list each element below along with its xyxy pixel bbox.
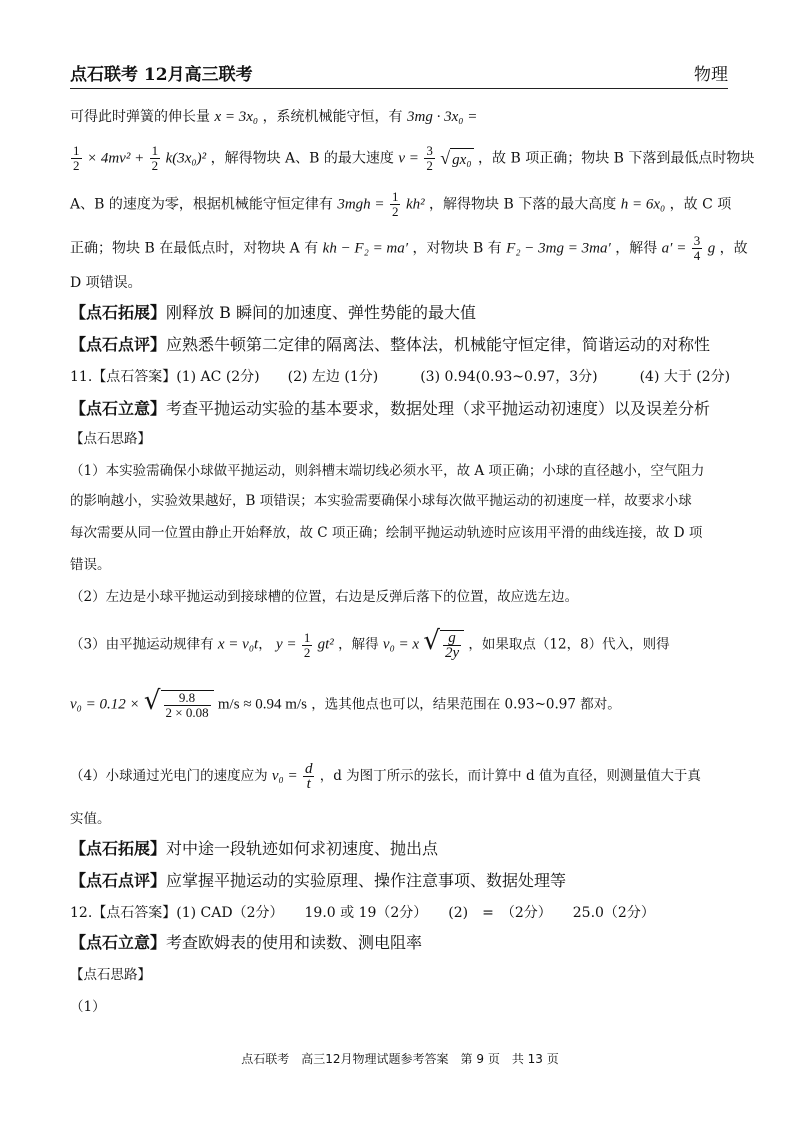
header-exam-title: 点石联考 12月高三联考 <box>70 65 253 85</box>
header-subject: 物理 <box>694 65 728 85</box>
q10-line-5 <box>70 272 730 294</box>
section-label: 【点石立意】 <box>70 399 167 418</box>
text: D 项错误。 <box>70 275 142 291</box>
q11-s2: （2）左边是小球平抛运动到接球槽的位置，右边是反弹后落下的位置，故应选左边。 <box>70 589 579 605</box>
section-label: 【点石点评】 <box>70 871 167 890</box>
q12-idea-label <box>70 964 730 986</box>
fraction: $\frac{1}{2}$ <box>151 143 159 173</box>
formula: kh − F₂ = ma′ <box>322 240 409 257</box>
formula: m/s ≈ 0.94 m/s <box>217 696 307 713</box>
section-text: 考查平抛运动实验的基本要求，数据处理（求平抛运动初速度）以及误差分析 <box>166 399 711 418</box>
footer-text: 点石联考 高三12月物理试题参考答案 第 9 页 共 13 页 <box>241 1052 559 1066</box>
q11-s1-line3: 每次需要从同一位置由静止开始释放，故 C 项正确；绘制平抛运动轨迹时应该用平滑的曲线连接，故 D 项 <box>70 525 703 541</box>
q11-extension <box>70 838 730 860</box>
text: ，解得 <box>615 240 658 257</box>
fraction: $\frac{3}{2}$ <box>426 143 433 173</box>
q11-answer <box>70 366 730 388</box>
formula: y = <box>276 636 297 653</box>
formula: gt² <box>317 636 334 653</box>
text: ，解得物块 B 下落的最大高度 <box>429 196 617 213</box>
sqrt: √ $\frac{g}{2y}$ <box>423 630 464 660</box>
text: ，对物块 B 有 <box>412 240 502 257</box>
formula: x = v₀t <box>217 636 259 653</box>
formula: v₀ = <box>271 768 298 784</box>
fraction: $\frac{d}{t}$ <box>304 761 313 792</box>
fraction: $\frac{1}{2}$ <box>391 189 399 219</box>
section-label: 【点石立意】 <box>70 933 167 952</box>
q11-s3-line1: （3）由平抛运动规律有 x = v₀t， y = $\frac{1}{2}$ gt² ，解得 v₀ = x √ $\frac{g}{2y}$ ，如果取点（12，8）代入，则得 <box>70 626 670 661</box>
formula: v₀ = x <box>382 636 420 653</box>
q10-extension <box>70 302 730 324</box>
q12-s1: （1） <box>70 999 106 1015</box>
section-text: 刚释放 B 瞬间的加速度、弹性势能的最大值 <box>166 303 476 322</box>
q11-s4-line1: （4）小球通过光电门的速度应为 v₀ = $\frac{d}{t}$ ，d 为图丁所示的弦长，而计算中 d 值为直径，则测量值大于真 <box>70 761 701 792</box>
formula: x = 3x₀ <box>214 109 259 125</box>
text: ，故 B 项正确；物块 B 下落到最低点时物块 <box>478 150 755 167</box>
sqrt: √ gx₀ <box>440 147 473 171</box>
formula: h = 6x₀ <box>620 196 666 213</box>
q12-answer <box>70 902 730 924</box>
section-label: 【点石点评】 <box>70 335 167 354</box>
fraction: $\frac{1}{2}$ <box>303 629 311 660</box>
text: A、B 的速度为零，根据机械能守恒定律有 <box>70 196 333 213</box>
q10-review <box>70 334 730 356</box>
q11-s1-line1: （1）本实验需确保小球做平抛运动，则斜槽末端切线必须水平，故 A 项正确；小球的直径越小，空气阻力 <box>70 463 705 479</box>
page-footer <box>0 1050 800 1067</box>
text: ，系统机械能守恒，有 <box>262 109 403 125</box>
section-text: 考查欧姆表的使用和读数、测电阻率 <box>166 933 423 952</box>
q11-intent <box>70 398 730 420</box>
text: 正确；物块 B 在最低点时，对物块 A 有 <box>70 240 319 257</box>
formula: 3mgh = <box>337 196 385 213</box>
q10-line-1 <box>70 106 730 128</box>
formula: kh² <box>405 196 425 213</box>
section-text: 应熟悉牛顿第二定律的隔离法、整体法，机械能守恒定律，简谐运动的对称性 <box>166 335 711 354</box>
q11-s4-line2: 实值。 <box>70 811 111 827</box>
text: 可得此时弹簧的伸长量 <box>70 109 210 125</box>
formula: a′ = <box>661 240 687 257</box>
q12-intent <box>70 932 730 954</box>
formula: g <box>707 240 716 257</box>
q10-line-3 <box>70 190 730 219</box>
q11-s1-line4: 错误。 <box>70 557 111 573</box>
section-label: 【点石拓展】 <box>70 303 167 322</box>
sqrt: √ $\frac{9.8}{2 \times 0.08}$ <box>144 690 214 720</box>
formula: 3mg · 3x₀ = <box>407 109 478 125</box>
section-label: 【点石思路】 <box>70 967 151 983</box>
q11-s3-line2: v₀ = 0.12 × √ $\frac{9.8}{2 \times 0.08}$ m/s ≈ 0.94 m/s ，选其他点也可以，结果范围在 0.93~0.97 都对。 <box>70 686 621 720</box>
section-text: 对中途一段轨迹如何求初速度、抛出点 <box>166 839 439 858</box>
formula: × 4mv² + <box>86 150 145 167</box>
text: ，解得物块 A、B 的最大速度 <box>210 150 394 167</box>
formula: k(3x₀)² <box>165 150 207 167</box>
fraction: $\frac{1}{2}$ <box>73 143 80 173</box>
formula: v₀ = 0.12 × <box>70 696 140 713</box>
q10-line-2 <box>70 143 755 173</box>
page-header <box>70 58 728 89</box>
formula: F₂ − 3mg = 3ma′ <box>506 240 611 257</box>
text: ，故 <box>719 240 748 257</box>
section-text: 应掌握平抛运动的实验原理、操作注意事项、数据处理等 <box>166 871 567 890</box>
section-label: 【点石拓展】 <box>70 839 167 858</box>
answer-text: 12.【点石答案】(1) CAD（2分） 19.0 或 19（2分） (2) = （2分） 25.0（2分） <box>70 905 655 921</box>
q11-idea-label <box>70 428 730 450</box>
text: ，故 C 项 <box>669 196 732 213</box>
q11-s1-line2: 的影响越小，实验效果越好，B 项错误；本实验需要确保小球每次做平抛运动的初速度一样，故要求小球 <box>70 493 692 509</box>
q10-line-4 <box>70 233 748 263</box>
q11-review <box>70 870 730 892</box>
section-label: 【点石思路】 <box>70 431 151 447</box>
formula: v = <box>398 150 419 167</box>
answer-text: 11.【点石答案】(1) AC (2分) (2) 左边 (1分) (3) 0.94(0.93~0.97，3分) (4) 大于 (2分) <box>70 369 731 385</box>
fraction: $\frac{3}{4}$ <box>693 233 701 263</box>
